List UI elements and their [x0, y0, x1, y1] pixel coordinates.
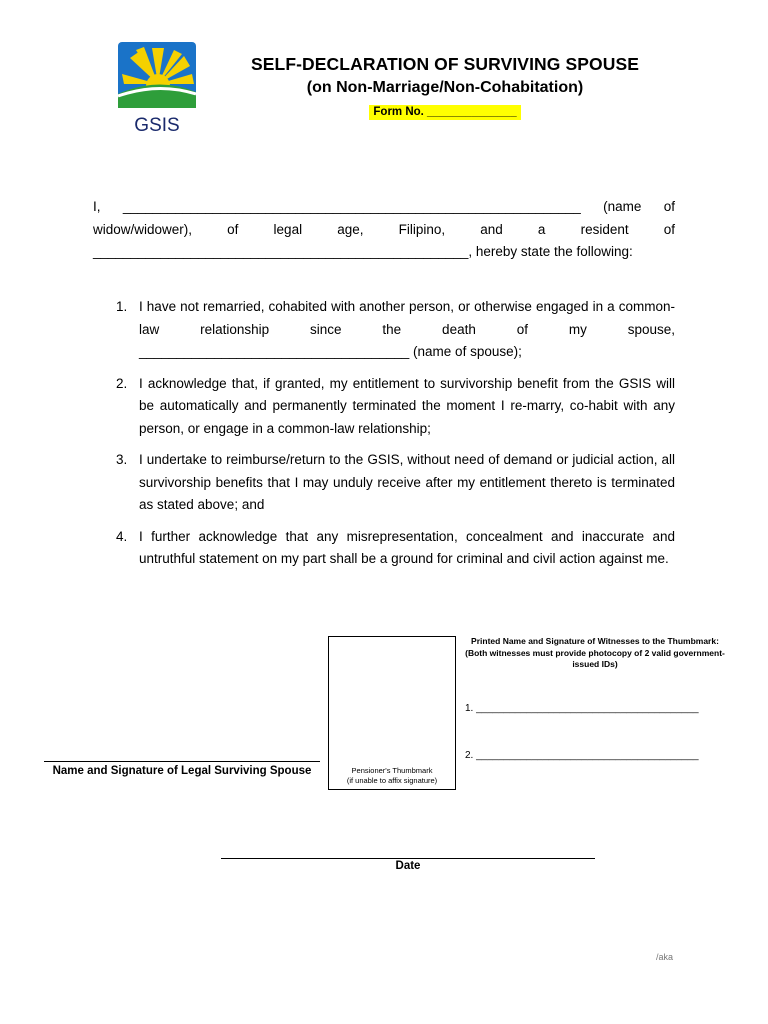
witnesses-heading: Printed Name and Signature of Witnesses to the Thumbmark:: [471, 636, 719, 646]
page-title: SELF-DECLARATION OF SURVIVING SPOUSE: [251, 54, 639, 74]
logo-text: GSIS: [134, 115, 180, 134]
list-item-number: 2.: [116, 375, 128, 391]
witness-2-field[interactable]: 2. ________________________________________: [465, 750, 699, 761]
page-subtitle: (on Non-Marriage/Non-Cohabitation): [306, 79, 584, 96]
witness-1-field[interactable]: 1. ________________________________________: [465, 703, 699, 714]
signature-line[interactable]: [44, 761, 320, 762]
witnesses-note: (Both witnesses must provide photocopy of 2 valid government-issued IDs): [465, 647, 725, 669]
list-item-text: I undertake to reimburse/return to the GSIS, without need of demand or judicial action, all survivorship benefits that I may unduly receive after my entitlement thereto is terminated as stated above; and: [139, 452, 675, 512]
signature-label: Name and Signature of Legal Surviving Spouse: [52, 765, 312, 777]
declaration-list: [93, 296, 675, 580]
date-label: Date: [395, 860, 421, 872]
list-item: [93, 373, 675, 441]
thumbmark-label-wrap: [329, 766, 455, 786]
thumbmark-sublabel: (if unable to affix signature): [346, 776, 438, 785]
form-number-wrap: [210, 102, 680, 120]
list-item: [93, 296, 675, 364]
list-item-text: I further acknowledge that any misrepresentation, concealment and inaccurate and untruthful statement on my part shall be a ground for criminal and civil action against me.: [139, 528, 675, 566]
thumbmark-box[interactable]: [328, 636, 456, 790]
list-item-text: I acknowledge that, if granted, my entitlement to survivorship benefit from the GSIS will be automatically and permanently terminated the moment I re-marry, co-habit with any person, or engage in a common-law relationship;: [139, 375, 675, 436]
witnesses-heading-block: [460, 636, 730, 671]
intro-paragraph: I, _____________________________________________________________ (name of widow/widower), of legal age, Filipino, and a resident of __________________________________________________, hereby state the following:: [93, 199, 675, 259]
list-item: [93, 526, 675, 571]
gsis-logo: [118, 42, 196, 134]
list-item-number: 4.: [116, 528, 128, 544]
date-line[interactable]: [221, 858, 595, 859]
list-item-number: 3.: [116, 452, 128, 467]
thumbmark-label: Pensioner's Thumbmark: [351, 766, 433, 775]
list-item-number: 1.: [116, 299, 128, 314]
list-item-text: I have not remarried, cohabited with another person, or otherwise engaged in a common-law relationship since the death of my spouse, ____________________________________ (name of spouse);: [139, 299, 675, 359]
footer-initials: /aka: [656, 952, 674, 962]
list-item: [93, 449, 675, 517]
form-number-field[interactable]: Form No. ______________: [369, 105, 520, 120]
